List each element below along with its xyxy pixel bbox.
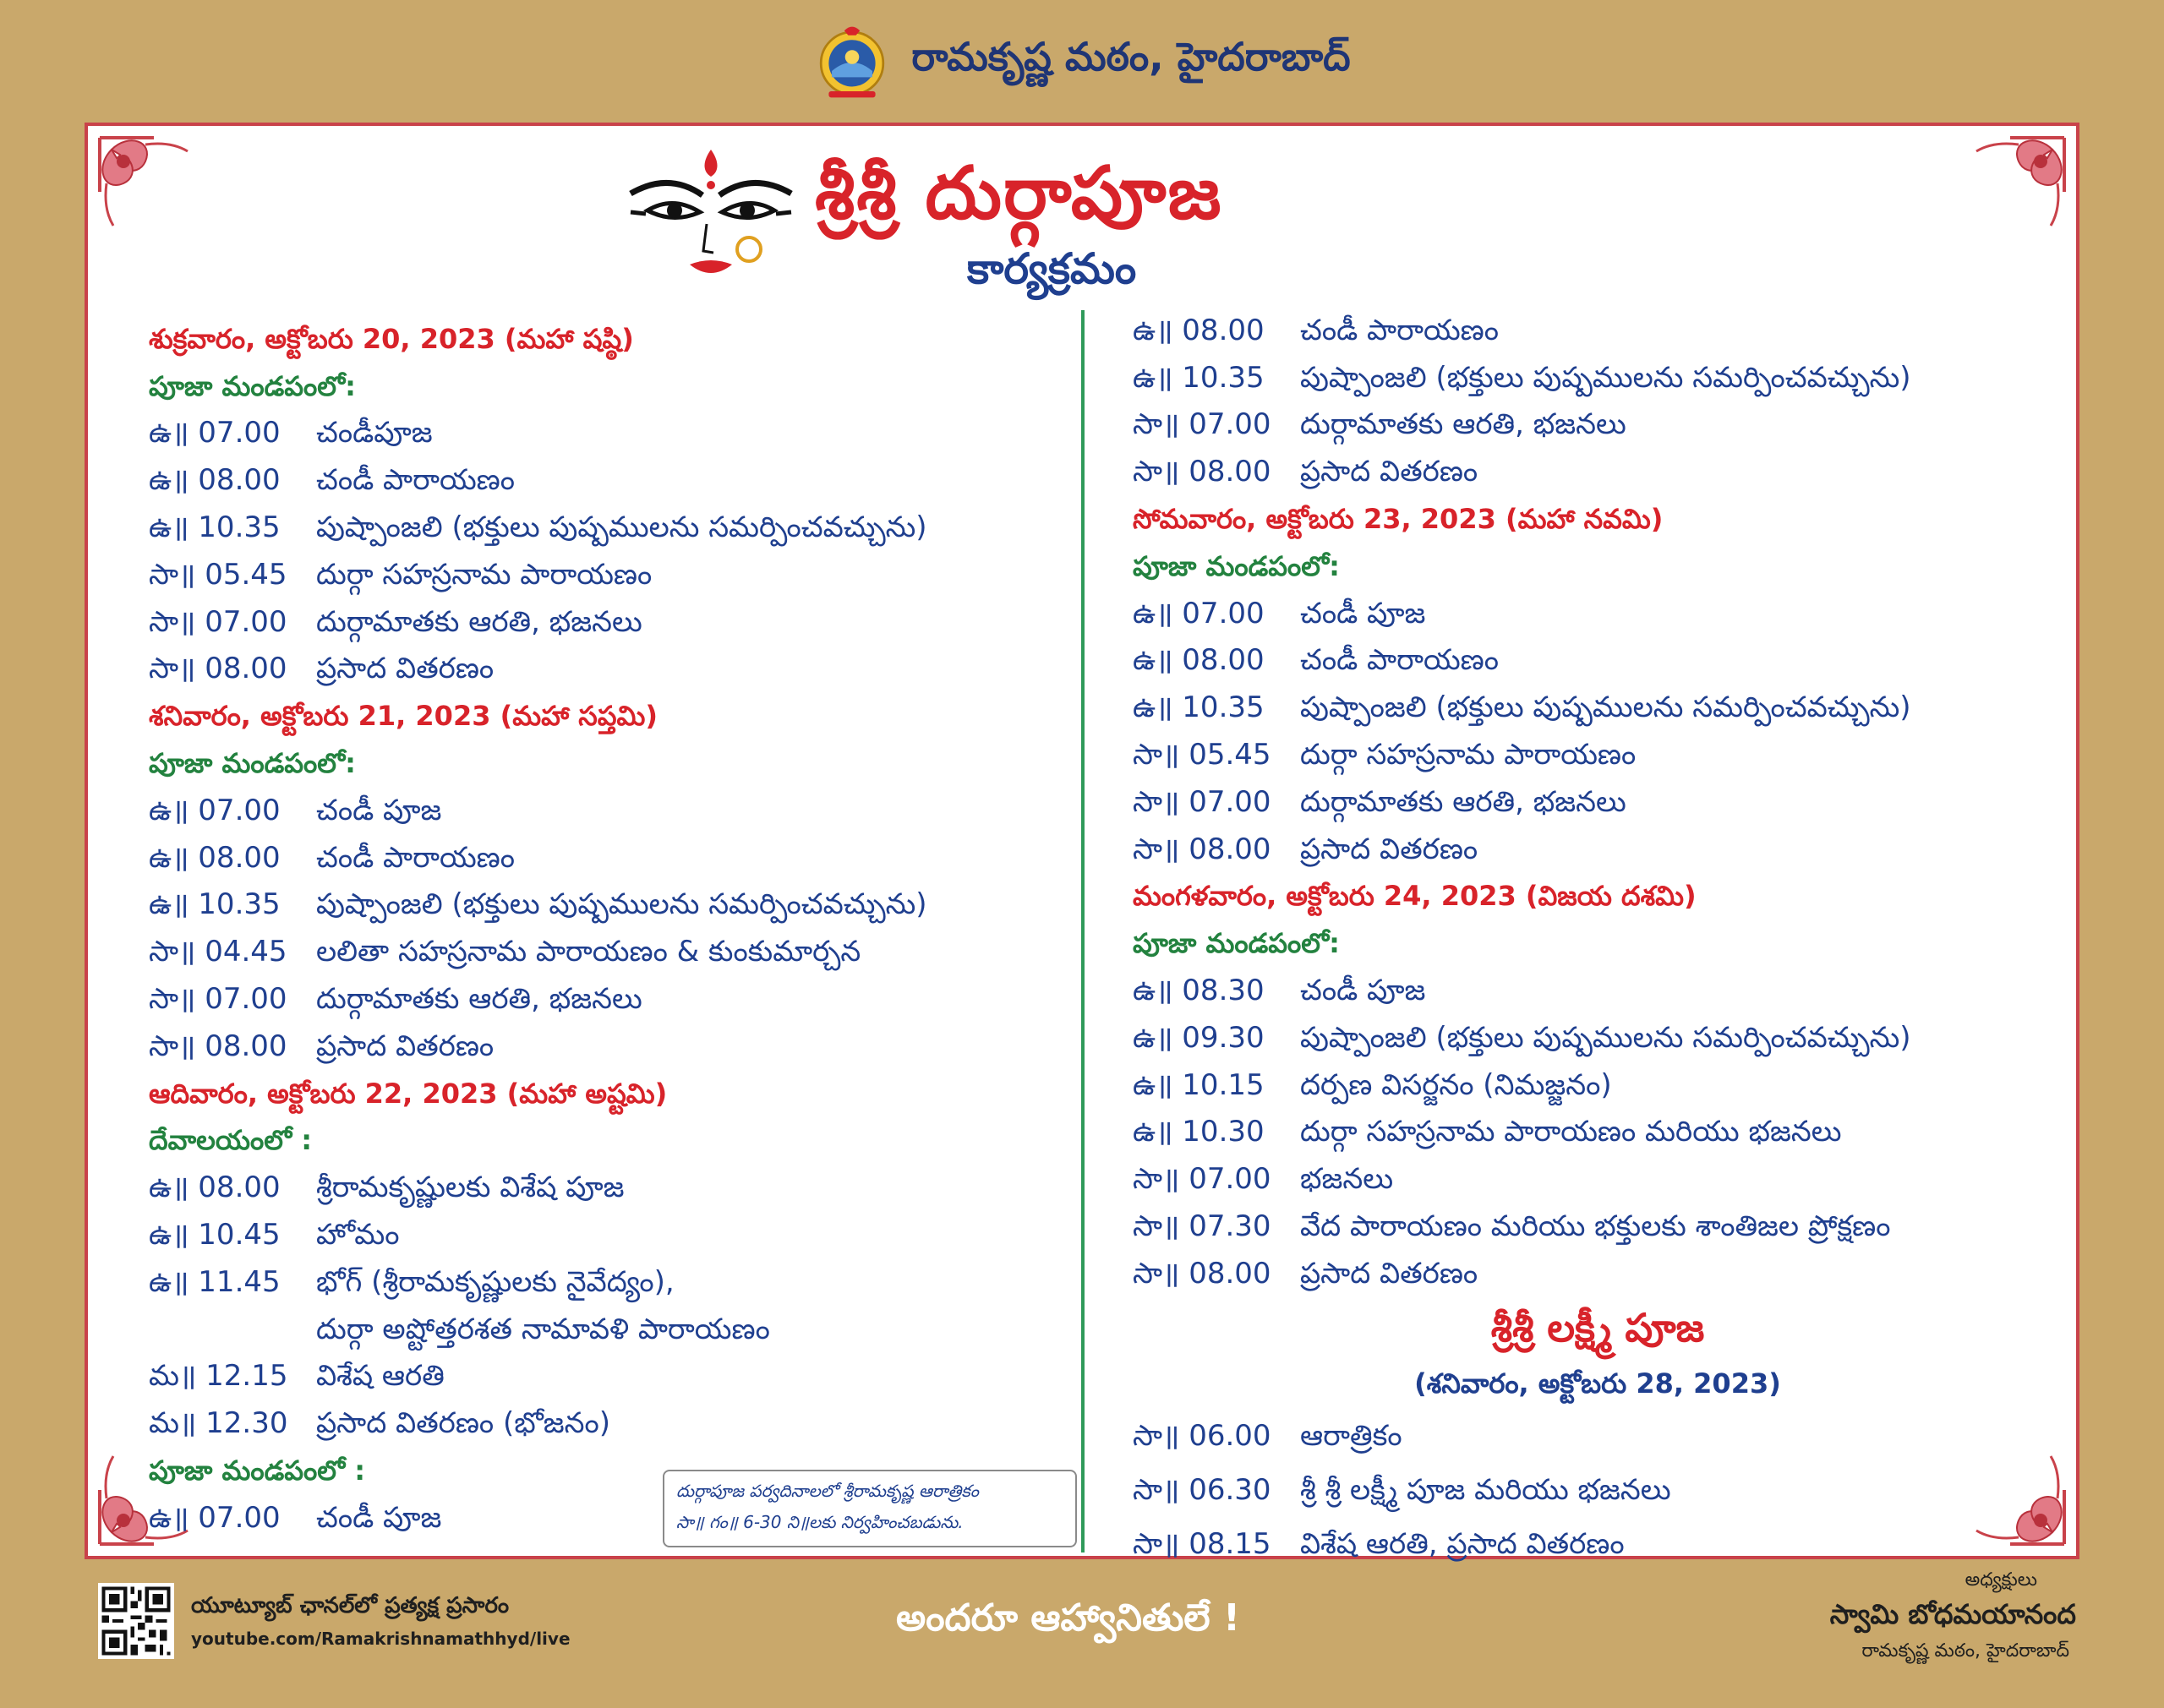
row-event: పుష్పాంజలి (భక్తులు పుష్పములను సమర్పించవచ్చును) xyxy=(316,887,927,922)
day-heading: శనివారం, అక్టోబరు 21, 2023 (మహా సప్తమి) xyxy=(149,700,658,733)
row-event: దుర్గా సహస్రనామ పారాయణం xyxy=(1300,738,1637,772)
schedule-row xyxy=(1133,1206,2063,1253)
day-heading: మంగళవారం, అక్టోబరు 24, 2023 (విజయ దశమి) xyxy=(1133,880,1697,913)
day-heading: సోమవారం, అక్టోబరు 23, 2023 (మహా నవమి) xyxy=(1133,503,1664,536)
row-time: ఉ॥ 08.30 xyxy=(1133,974,1265,1008)
row-time: ఉ॥ 09.30 xyxy=(1133,1020,1265,1055)
poster-subtitle: కార్యక్రమం xyxy=(967,244,1137,293)
row-time: సా॥ 08.00 xyxy=(1133,455,1271,489)
schedule-row xyxy=(149,1167,1070,1214)
schedule-row xyxy=(1133,687,2063,734)
venue-label: పూజా మండపంలో: xyxy=(1133,927,1340,960)
row-event: ప్రసాద వితరణం xyxy=(1300,455,1478,489)
row-time: సా॥ 05.45 xyxy=(149,557,287,592)
schedule-row xyxy=(149,1262,1070,1309)
row-event: లలితా సహస్రనామ పారాయణం & కుంకుమార్చన xyxy=(316,935,861,969)
row-event: దుర్గామాతకు ఆరతి, భజనలు xyxy=(1300,407,1626,442)
schedule-row xyxy=(149,885,1070,932)
schedule-row xyxy=(1133,405,2063,452)
schedule-row xyxy=(149,460,1070,507)
schedule-row xyxy=(1133,1253,2063,1301)
row-time: సా॥ 05.45 xyxy=(1133,738,1271,772)
schedule-row xyxy=(1133,970,2063,1018)
row-event: చండీ పూజ xyxy=(316,793,442,827)
durga-face-icon xyxy=(622,143,800,295)
schedule-row xyxy=(1133,1412,2063,1466)
venue-label: పూజా మండపంలో: xyxy=(149,747,356,780)
schedule-row xyxy=(1133,1466,2063,1520)
row-event: దర్పణ విసర్జనం (నిమజ్జనం) xyxy=(1300,1067,1612,1102)
poster-card xyxy=(85,123,2079,1559)
row-time: సా॥ 06.30 xyxy=(1133,1472,1271,1507)
venue-label: పూజా మండపంలో: xyxy=(1133,549,1340,582)
row-event: వేద పారాయణం మరియు భక్తులకు శాంతిజల ప్రోక్షణం xyxy=(1300,1209,1891,1244)
schedule-row xyxy=(149,554,1070,602)
row-event: శ్రీ శ్రీ లక్ష్మీ పూజ మరియు భజనలు xyxy=(1300,1472,1671,1507)
row-continuation: దుర్గా అష్టోత్తరశత నామావళి పారాయణం xyxy=(316,1312,770,1346)
schedule-row xyxy=(149,1026,1070,1073)
schedule-row xyxy=(149,979,1070,1026)
venue-label: దేవాలయంలో : xyxy=(149,1124,313,1157)
row-time: ఉ॥ 07.00 xyxy=(149,793,281,827)
youtube-live-label: యూట్యూబ్ ఛానల్‌లో ప్రత్యక్ష ప్రసారం xyxy=(191,1593,510,1618)
row-event: పుష్పాంజలి (భక్తులు పుష్పములను సమర్పించవచ్చును) xyxy=(316,510,927,545)
venue-label: పూజా మండపంలో: xyxy=(149,369,356,402)
schedule-row xyxy=(1133,451,2063,499)
lakshmi-puja-title: శ్రీశ్రీ లక్ష్మీ పూజ xyxy=(1490,1304,1705,1351)
row-event: చండీ పూజ xyxy=(1300,974,1426,1008)
row-event: చండీ పారాయణం xyxy=(1300,643,1500,678)
row-event: హోమం xyxy=(316,1218,400,1252)
schedule-row xyxy=(1133,734,2063,782)
schedule-row xyxy=(149,1214,1070,1262)
day-heading: ఆదివారం, అక్టోబరు 22, 2023 (మహా అష్టమి) xyxy=(149,1077,668,1110)
row-event: దుర్గా సహస్రనామ పారాయణం మరియు భజనలు xyxy=(1300,1115,1842,1149)
row-event: విశేష ఆరతి, ప్రసాద వితరణం xyxy=(1300,1526,1625,1561)
row-time: ఉ॥ 10.30 xyxy=(1133,1115,1265,1149)
venue-label: పూజా మండపంలో : xyxy=(149,1454,366,1487)
row-time: ఉ॥ 08.00 xyxy=(149,840,281,875)
row-time: సా॥ 06.00 xyxy=(1133,1418,1271,1453)
row-event: చండీ పూజ xyxy=(316,1500,442,1535)
schedule-row xyxy=(1133,1065,2063,1112)
row-time: సా॥ 04.45 xyxy=(149,935,287,969)
row-time: సా॥ 07.00 xyxy=(149,982,287,1017)
lakshmi-puja-date: (శనివారం, అక్టోబరు 28, 2023) xyxy=(1414,1367,1781,1400)
row-event: పుష్పాంజలి (భక్తులు పుష్పములను సమర్పించవచ్చును) xyxy=(1300,690,1911,725)
signatory-role: అధ్యక్షులు xyxy=(1965,1569,2037,1591)
row-event: చండీ పారాయణం xyxy=(316,463,516,498)
row-event: ప్రసాద వితరణం (భోజనం) xyxy=(316,1406,610,1441)
row-event: చండీ పారాయణం xyxy=(1300,313,1500,347)
math-emblem-icon xyxy=(813,23,891,101)
row-time: సా॥ 08.00 xyxy=(149,1029,287,1063)
schedule-row xyxy=(1133,1018,2063,1065)
row-time: మ॥ 12.30 xyxy=(149,1406,288,1441)
schedule-row xyxy=(149,1403,1070,1450)
row-event: శ్రీరామకృష్ణులకు విశేష పూజ xyxy=(316,1170,625,1205)
schedule-row xyxy=(1133,1159,2063,1206)
row-time: సా॥ 08.00 xyxy=(1133,1256,1271,1291)
signatory-place: రామకృష్ణ మఠం, హైదరాబాద్ xyxy=(1861,1640,2069,1662)
row-event: చండీ పారాయణం xyxy=(316,840,516,875)
row-time: ఉ॥ 10.15 xyxy=(1133,1067,1265,1102)
footer xyxy=(0,1559,2164,1708)
row-time: సా॥ 08.00 xyxy=(149,652,287,686)
schedule-left-column xyxy=(149,319,1070,1545)
row-event: దుర్గామాతకు ఆరతి, భజనలు xyxy=(316,982,642,1017)
row-event: పుష్పాంజలి (భక్తులు పుష్పములను సమర్పించవచ్చును) xyxy=(1300,1020,1911,1055)
row-time: ఉ॥ 08.00 xyxy=(149,1170,281,1205)
row-time: ఉ॥ 10.35 xyxy=(1133,360,1265,395)
arati-notice-box xyxy=(663,1470,1077,1547)
schedule-row xyxy=(149,790,1070,838)
schedule-right-column xyxy=(1133,310,2063,1574)
schedule-row xyxy=(149,602,1070,649)
row-time: ఉ॥ 07.00 xyxy=(149,1500,281,1535)
schedule-row xyxy=(1133,829,2063,876)
header-title: రామకృష్ణ మఠం, హైదరాబాద్ xyxy=(911,33,1351,79)
row-event: చండీపూజ xyxy=(316,416,433,450)
schedule-row xyxy=(149,649,1070,696)
row-event: విశేష ఆరతి xyxy=(316,1359,445,1394)
schedule-row xyxy=(1133,593,2063,641)
signatory-name: స్వామి బోధమయానంద xyxy=(1829,1598,2076,1630)
row-time: సా॥ 07.00 xyxy=(1133,784,1271,819)
row-time: మ॥ 12.15 xyxy=(149,1359,288,1394)
schedule-row xyxy=(1133,641,2063,688)
notice-line: సా॥ గం॥ 6-30 ని॥లకు నిర్వహించబడును. xyxy=(676,1512,964,1532)
row-time: ఉ॥ 11.45 xyxy=(149,1264,281,1299)
schedule-row xyxy=(1133,782,2063,829)
row-event: భజనలు xyxy=(1300,1162,1394,1197)
row-event: ప్రసాద వితరణం xyxy=(316,652,495,686)
row-time: ఉ॥ 08.00 xyxy=(149,463,281,498)
row-time: ఉ॥ 10.35 xyxy=(1133,690,1265,725)
row-event: చండీ పూజ xyxy=(1300,596,1426,630)
schedule-row xyxy=(1133,357,2063,405)
poster-title: శ్రీశ్రీ దుర్గాపూజ xyxy=(815,151,1223,236)
row-time: సా॥ 07.30 xyxy=(1133,1209,1271,1244)
youtube-url[interactable]: youtube.com/Ramakrishnamathhyd/live xyxy=(191,1629,571,1649)
row-event: దుర్గా సహస్రనామ పారాయణం xyxy=(316,557,653,592)
schedule-row xyxy=(149,413,1070,461)
row-time: ఉ॥ 10.35 xyxy=(149,887,281,922)
row-time: ఉ॥ 10.35 xyxy=(149,510,281,545)
row-time: ఉ॥ 10.45 xyxy=(149,1218,281,1252)
row-time: సా॥ 07.00 xyxy=(1133,1162,1271,1197)
floral-corner-icon xyxy=(95,133,213,251)
welcome-text: అందరూ ఆహ్వానితులే ! xyxy=(896,1596,1241,1640)
schedule-row xyxy=(1133,1112,2063,1160)
row-time: ఉ॥ 08.00 xyxy=(1133,643,1265,678)
row-time: ఉ॥ 07.00 xyxy=(149,416,281,450)
floral-corner-icon xyxy=(1951,133,2069,251)
row-event: పుష్పాంజలి (భక్తులు పుష్పములను సమర్పించవచ్చును) xyxy=(1300,360,1911,395)
schedule-row xyxy=(149,838,1070,885)
row-time: ఉ॥ 07.00 xyxy=(1133,596,1265,630)
row-time: సా॥ 07.00 xyxy=(149,604,287,639)
schedule-row xyxy=(149,931,1070,979)
row-time: సా॥ 08.00 xyxy=(1133,832,1271,866)
header-band xyxy=(0,0,2164,123)
day-heading: శుక్రవారం, అక్టోబరు 20, 2023 (మహా షష్ఠి) xyxy=(149,322,634,355)
notice-line: దుర్గాపూజ పర్వదినాలలో శ్రీరామకృష్ణ ఆరాత్రికం xyxy=(676,1481,979,1501)
schedule-row xyxy=(149,507,1070,554)
row-time: సా॥ 08.15 xyxy=(1133,1526,1271,1561)
row-event: దుర్గామాతకు ఆరతి, భజనలు xyxy=(1300,784,1626,819)
schedule-row xyxy=(149,1356,1070,1404)
row-event: ప్రసాద వితరణం xyxy=(1300,1256,1478,1291)
row-event: ఆరాత్రికం xyxy=(1300,1418,1402,1453)
row-event: దుర్గామాతకు ఆరతి, భజనలు xyxy=(316,604,642,639)
row-event: ప్రసాద వితరణం xyxy=(1300,832,1478,866)
qr-code-icon xyxy=(98,1583,174,1659)
row-time: సా॥ 07.00 xyxy=(1133,407,1271,442)
column-divider xyxy=(1081,310,1085,1552)
row-event: ప్రసాద వితరణం xyxy=(316,1029,495,1063)
row-event: భోగ్ (శ్రీరామకృష్ణులకు నైవేద్యం), xyxy=(316,1264,675,1299)
schedule-row xyxy=(1133,310,2063,357)
row-time: ఉ॥ 08.00 xyxy=(1133,313,1265,347)
